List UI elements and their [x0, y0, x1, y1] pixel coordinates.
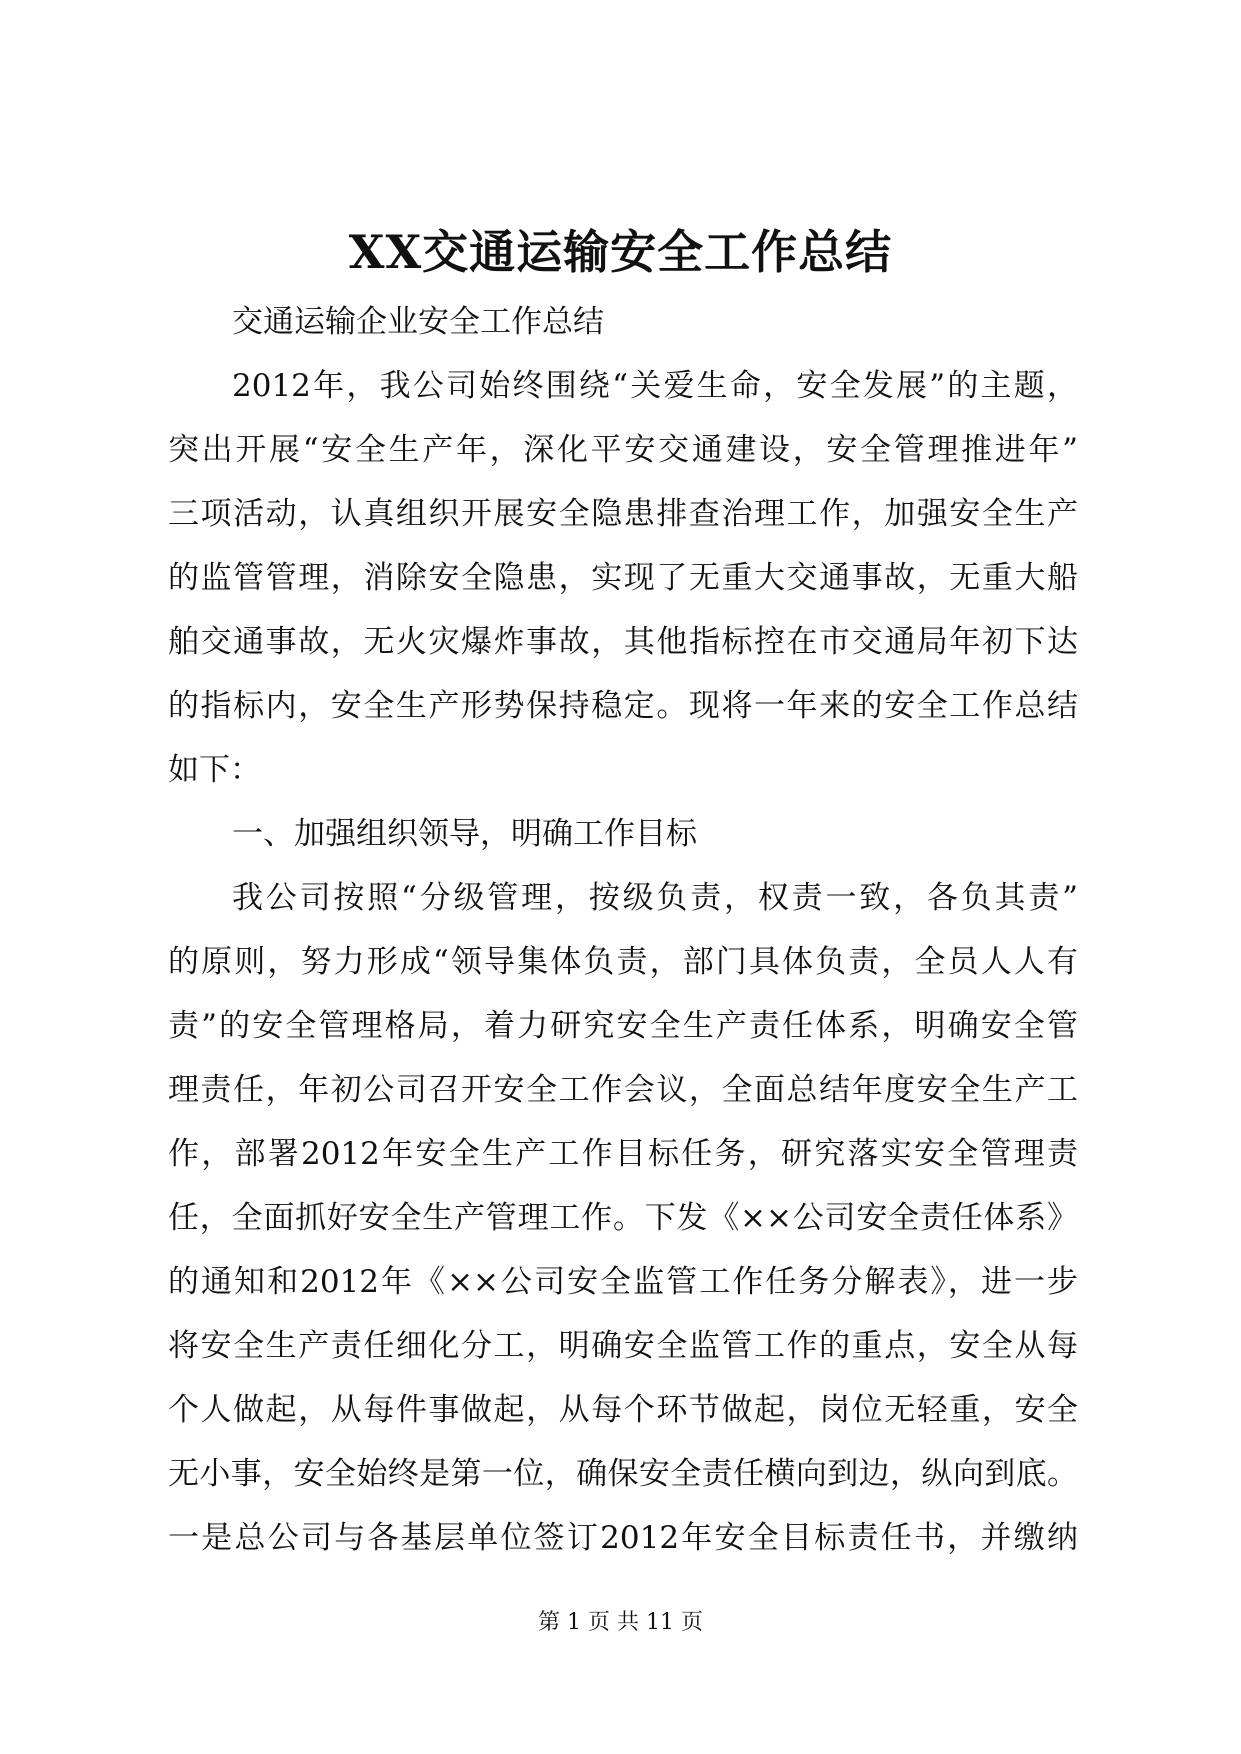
document-body: [168, 290, 1078, 1570]
text-line: 任，全面抓好安全生产管理工作。下发《××公司安全责任体系》: [168, 1200, 1078, 1236]
text-line: 三项活动，认真组织开展安全隐患排查治理工作，加强安全生产: [168, 496, 1078, 532]
text-line: 一是总公司与各基层单位签订2012年安全目标责任书，并缴纳: [168, 1520, 1078, 1556]
text-line: 的通知和2012年《××公司安全监管工作任务分解表》，进一步: [168, 1264, 1078, 1300]
text-line: 的指标内，安全生产形势保持稳定。现将一年来的安全工作总结: [168, 688, 1078, 724]
text-line: 无小事，安全始终是第一位，确保安全责任横向到边，纵向到底。: [168, 1456, 1078, 1492]
text-line: 如下：: [168, 752, 261, 788]
text-line: 的原则，努力形成“领导集体负责，部门具体负责，全员人人有: [168, 944, 1078, 980]
text-line: 交通运输企业安全工作总结: [232, 304, 604, 340]
document-title: XX交通运输安全工作总结: [348, 225, 893, 279]
text-line: 的监管管理，消除安全隐患，实现了无重大交通事故，无重大船: [168, 560, 1078, 596]
text-line: 我公司按照“分级管理，按级负责，权责一致，各负其责”: [232, 880, 1078, 916]
text-line: 理责任，年初公司召开安全工作会议，全面总结年度安全生产工: [168, 1072, 1078, 1108]
text-line: 一、加强组织领导，明确工作目标: [232, 816, 697, 852]
text-line: 将安全生产责任细化分工，明确安全监管工作的重点，安全从每: [168, 1328, 1078, 1364]
text-line: 个人做起，从每件事做起，从每个环节做起，岗位无轻重，安全: [168, 1392, 1078, 1428]
text-line: 作，部署2012年安全生产工作目标任务，研究落实安全管理责: [168, 1136, 1078, 1172]
text-line: 责”的安全管理格局，着力研究安全生产责任体系，明确安全管: [168, 1008, 1078, 1044]
text-line: 突出开展“安全生产年，深化平安交通建设，安全管理推进年”: [168, 432, 1078, 468]
text-line: 2012年，我公司始终围绕“关爱生命，安全发展”的主题，: [232, 368, 1078, 404]
page-footer: 第 1 页 共 11 页: [538, 1610, 703, 1635]
text-line: 舶交通事故，无火灾爆炸事故，其他指标控在市交通局年初下达: [168, 624, 1078, 660]
